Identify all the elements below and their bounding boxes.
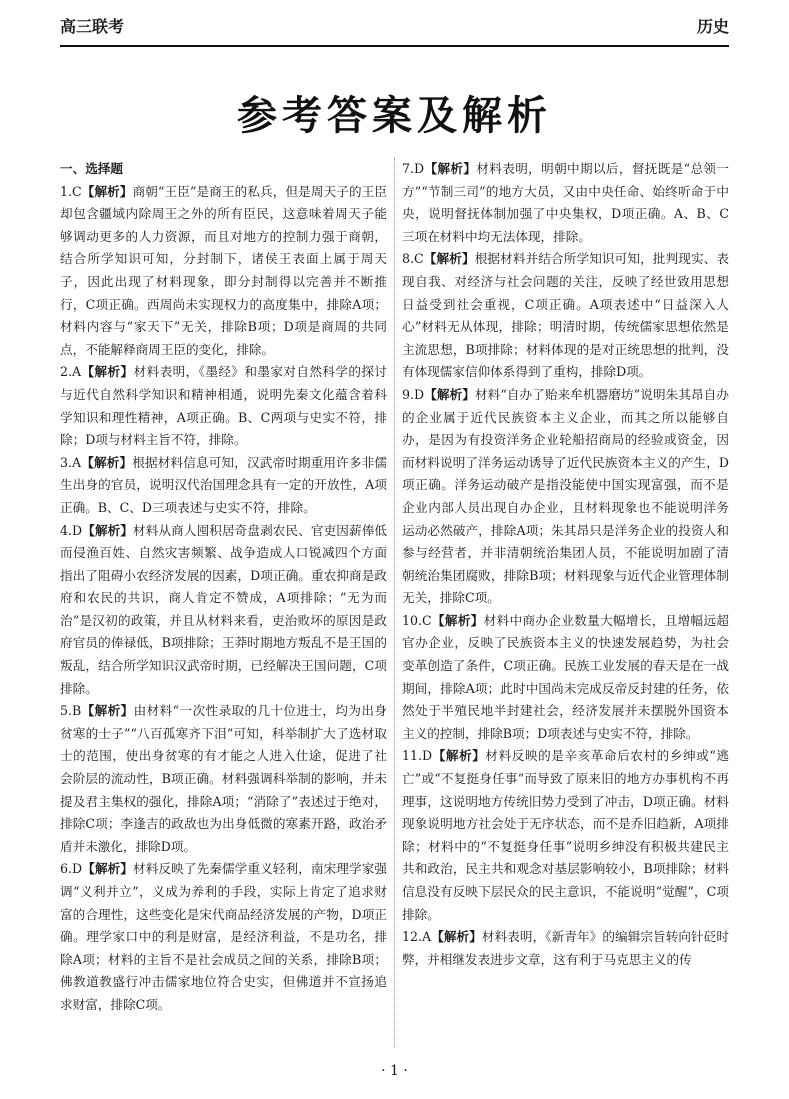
answer-text: 材料中商办企业数量大幅增长，且增幅远超官办企业，反映了民族资本主义的快速发展趋势，为社会变革创造了条件，C项正确。民族工业发展的春天是在一战期间，排除A项；此时中国尚未完成反帝反封建的任务，依然处于半殖民地半封建社会，经济发展并未摆脱外国资本主义的控制，排除B项；D项表述与史实不符，排除。 <box>402 612 730 741</box>
column-divider <box>394 158 395 1048</box>
analysis-tag: 【解析】 <box>81 454 133 470</box>
analysis-tag: 【解析】 <box>81 183 133 199</box>
analysis-tag: 【解析】 <box>423 251 475 267</box>
answer-item <box>60 181 387 362</box>
answer-id: 9.D <box>402 386 425 402</box>
analysis-tag: 【解析】 <box>431 929 482 945</box>
analysis-tag: 【解析】 <box>82 861 134 877</box>
answer-item <box>60 858 387 1016</box>
answer-text: 材料表明，明朝中期以后，督抚既是“总领一方”“节制三司”的地方大员，又由中央任命、始终听命于中央，说明督抚体制加强了中央集权，D项正确。A、B、C三项在材料中均无法体现，排除。 <box>402 161 729 244</box>
answer-item <box>60 361 387 451</box>
section-heading: 一、选择题 <box>60 161 123 176</box>
answer-id: 4.D <box>60 522 83 538</box>
answer-id: 10.C <box>402 612 432 628</box>
analysis-tag: 【解析】 <box>82 522 134 538</box>
answer-text: 根据材料信息可知，汉武帝时期重用许多非儒生出身的官员，说明汉代治国理念具有一定的开放性，A项正确。B、C、D三项表述与史实不符，排除。 <box>60 454 388 515</box>
right-column <box>402 158 729 971</box>
answer-item <box>402 384 729 610</box>
answer-id: 12.A <box>402 929 432 945</box>
answer-id: 11.D <box>402 748 433 764</box>
header-rule <box>60 45 729 47</box>
analysis-tag: 【解析】 <box>424 161 477 176</box>
analysis-tag: 【解析】 <box>81 703 134 719</box>
header-left: 高三联考 <box>60 17 125 36</box>
answer-text: 材料表明，《墨经》和墨家对自然科学的探讨与近代自然科学知识和精神相通，说明先秦文化蕴含着科学知识和理性精神，A项正确。B、C两项与史实不符，排除；D项与材料主旨不符，排除。 <box>60 364 388 448</box>
header-right: 历史 <box>696 17 729 36</box>
answer-item <box>402 248 729 384</box>
page-title: 参考答案及解析 <box>237 93 552 139</box>
answer-text: 材料“自办了贻来牟机器磨坊”说明朱其昂自办的企业属于近代民族资本主义企业，而其之所以能够自办，是因为有投资洋务企业轮船招商局的经验或资金，因而材料说明了洋务运动诱导了近代民族资本主义的产生，D项正确。洋务运动破产是指没能使中国实现富强，而不是企业内部人员出现自办企业，且材料现象也不能说明洋务运动必然破产，排除A项；朱其昂只是洋务企业的投资人和参与经营者，并非清朝统治集团人员，不能说明加剧了清朝统治集团腐败，排除B项；材料现象与近代企业管理体制无关，排除C项。 <box>402 386 729 606</box>
page-number: · 1 · <box>381 1063 408 1079</box>
answer-text: 材料表明，《新青年》的编辑宗旨转向针砭时弊，并相继发表进步文章，这有利于马克思主义的传 <box>402 929 730 967</box>
answer-text: 根据材料并结合所学知识可知，批判现实、表现自我、对经济与社会问题的关注，反映了经世致用思想日益受到社会重视，C项正确。A项表述中“日益深入人心”材料无从体现，排除；明清时期，传统儒家思想依然是主流思想，B项排除；材料体现的是对正统思想的批判，没有体现儒家信仰体系得到了重构，排除D项。 <box>402 251 730 380</box>
answer-id: 1.C <box>60 183 82 199</box>
answer-item <box>402 158 729 248</box>
answer-id: 6.D <box>60 861 83 877</box>
answer-item <box>402 610 729 746</box>
answer-text: 材料从商人囤积居奇盘剥农民、官吏因薪俸低而侵渔百姓、自然灾害频繁、战争造成人口锐减四个方面指出了阻碍小农经济发展的因素，D项正确。重农抑商是政府和农民的共识，商人肯定不赞成，A项排除；“无为而治”是汉初的政策，并且从材料来看，吏治败坏的原因是政府官员的俸禄低，B项排除；王莽时期地方叛乱不是王国的叛乱，结合所学知识汉武帝时期，已经解决王国问题，C项排除。 <box>60 522 387 696</box>
answer-item <box>60 520 387 701</box>
answer-item <box>402 745 729 926</box>
page-header <box>60 14 729 54</box>
answer-id: 5.B <box>60 703 82 719</box>
answer-text: 材料反映的是辛亥革命后农村的乡绅或“逃亡”或“不复挺身任事”而导致了原来旧的地方办事机构不再理事，这说明地方传统旧势力受到了冲击，D项正确。材料现象说明地方社会处于无序状态，而不是乔旧趋新，A项排除；材料中的“不复挺身任事”说明乡绅没有积极共建民主共和政治，民主共和观念对基层影响较小，B项排除；材料信息没有反映下层民众的民主意识，不能说明“觉醒”，C项排除。 <box>402 748 729 922</box>
answer-item <box>402 926 729 971</box>
answer-text: 商朝“王臣”是商王的私兵，但是周天子的王臣却包含疆域内除周王之外的所有臣民，这意味着周天子能够调动更多的人力资源，而且对地方的控制力强于商朝，结合所学知识可知，分封制下，诸侯王表面上属于周天子，因此出现了材料现象，即分封制得以完善并不断推行，C项正确。西周尚未实现权力的高度集中，排除A项；材料内容与“家天下”无关，排除B项；D项是商周的共同点，不能解释商周王臣的变化，排除。 <box>60 183 387 357</box>
answer-id: 7.D <box>402 161 425 176</box>
answer-id: 8.C <box>402 251 424 267</box>
answer-text: 材料反映了先秦儒学重义轻利，南宋理学家强调“义利并立”，义成为养利的手段，实际上肯定了追求财富的合理性，这些变化是宋代商品经济发展的产物，D项正确。理学家口中的利是财富，是经济利益，不是功名，排除A项；材料的主旨不是社会成员之间的关系，排除B项；佛教道教盛行冲击儒家地位符合史实，但佛道并不宣扬追求财富，排除C项。 <box>60 861 387 1012</box>
answer-id: 2.A <box>60 364 82 380</box>
analysis-tag: 【解析】 <box>424 386 475 402</box>
analysis-tag: 【解析】 <box>81 364 134 380</box>
analysis-tag: 【解析】 <box>432 748 486 764</box>
answer-item <box>60 700 387 858</box>
analysis-tag: 【解析】 <box>431 612 484 628</box>
answer-item <box>60 452 387 520</box>
answer-id: 3.A <box>60 454 82 470</box>
answer-text: 由材料“一次性录取的几十位进士，均为出身贫寒的士子”“八百孤寒齐下泪”可知，科举制扩大了选材取士的范围，使出身贫寒的有才能之人进入仕途，促进了社会阶层的流动性，B项正确。材料强调科举制的影响，并未提及君主集权的强化，排除A项；“消除了”表述过于绝对，排除C项；李逢吉的政敌也为出身低微的寒素开路，政治矛盾并未激化，排除D项。 <box>60 703 387 854</box>
left-column <box>60 158 387 1017</box>
